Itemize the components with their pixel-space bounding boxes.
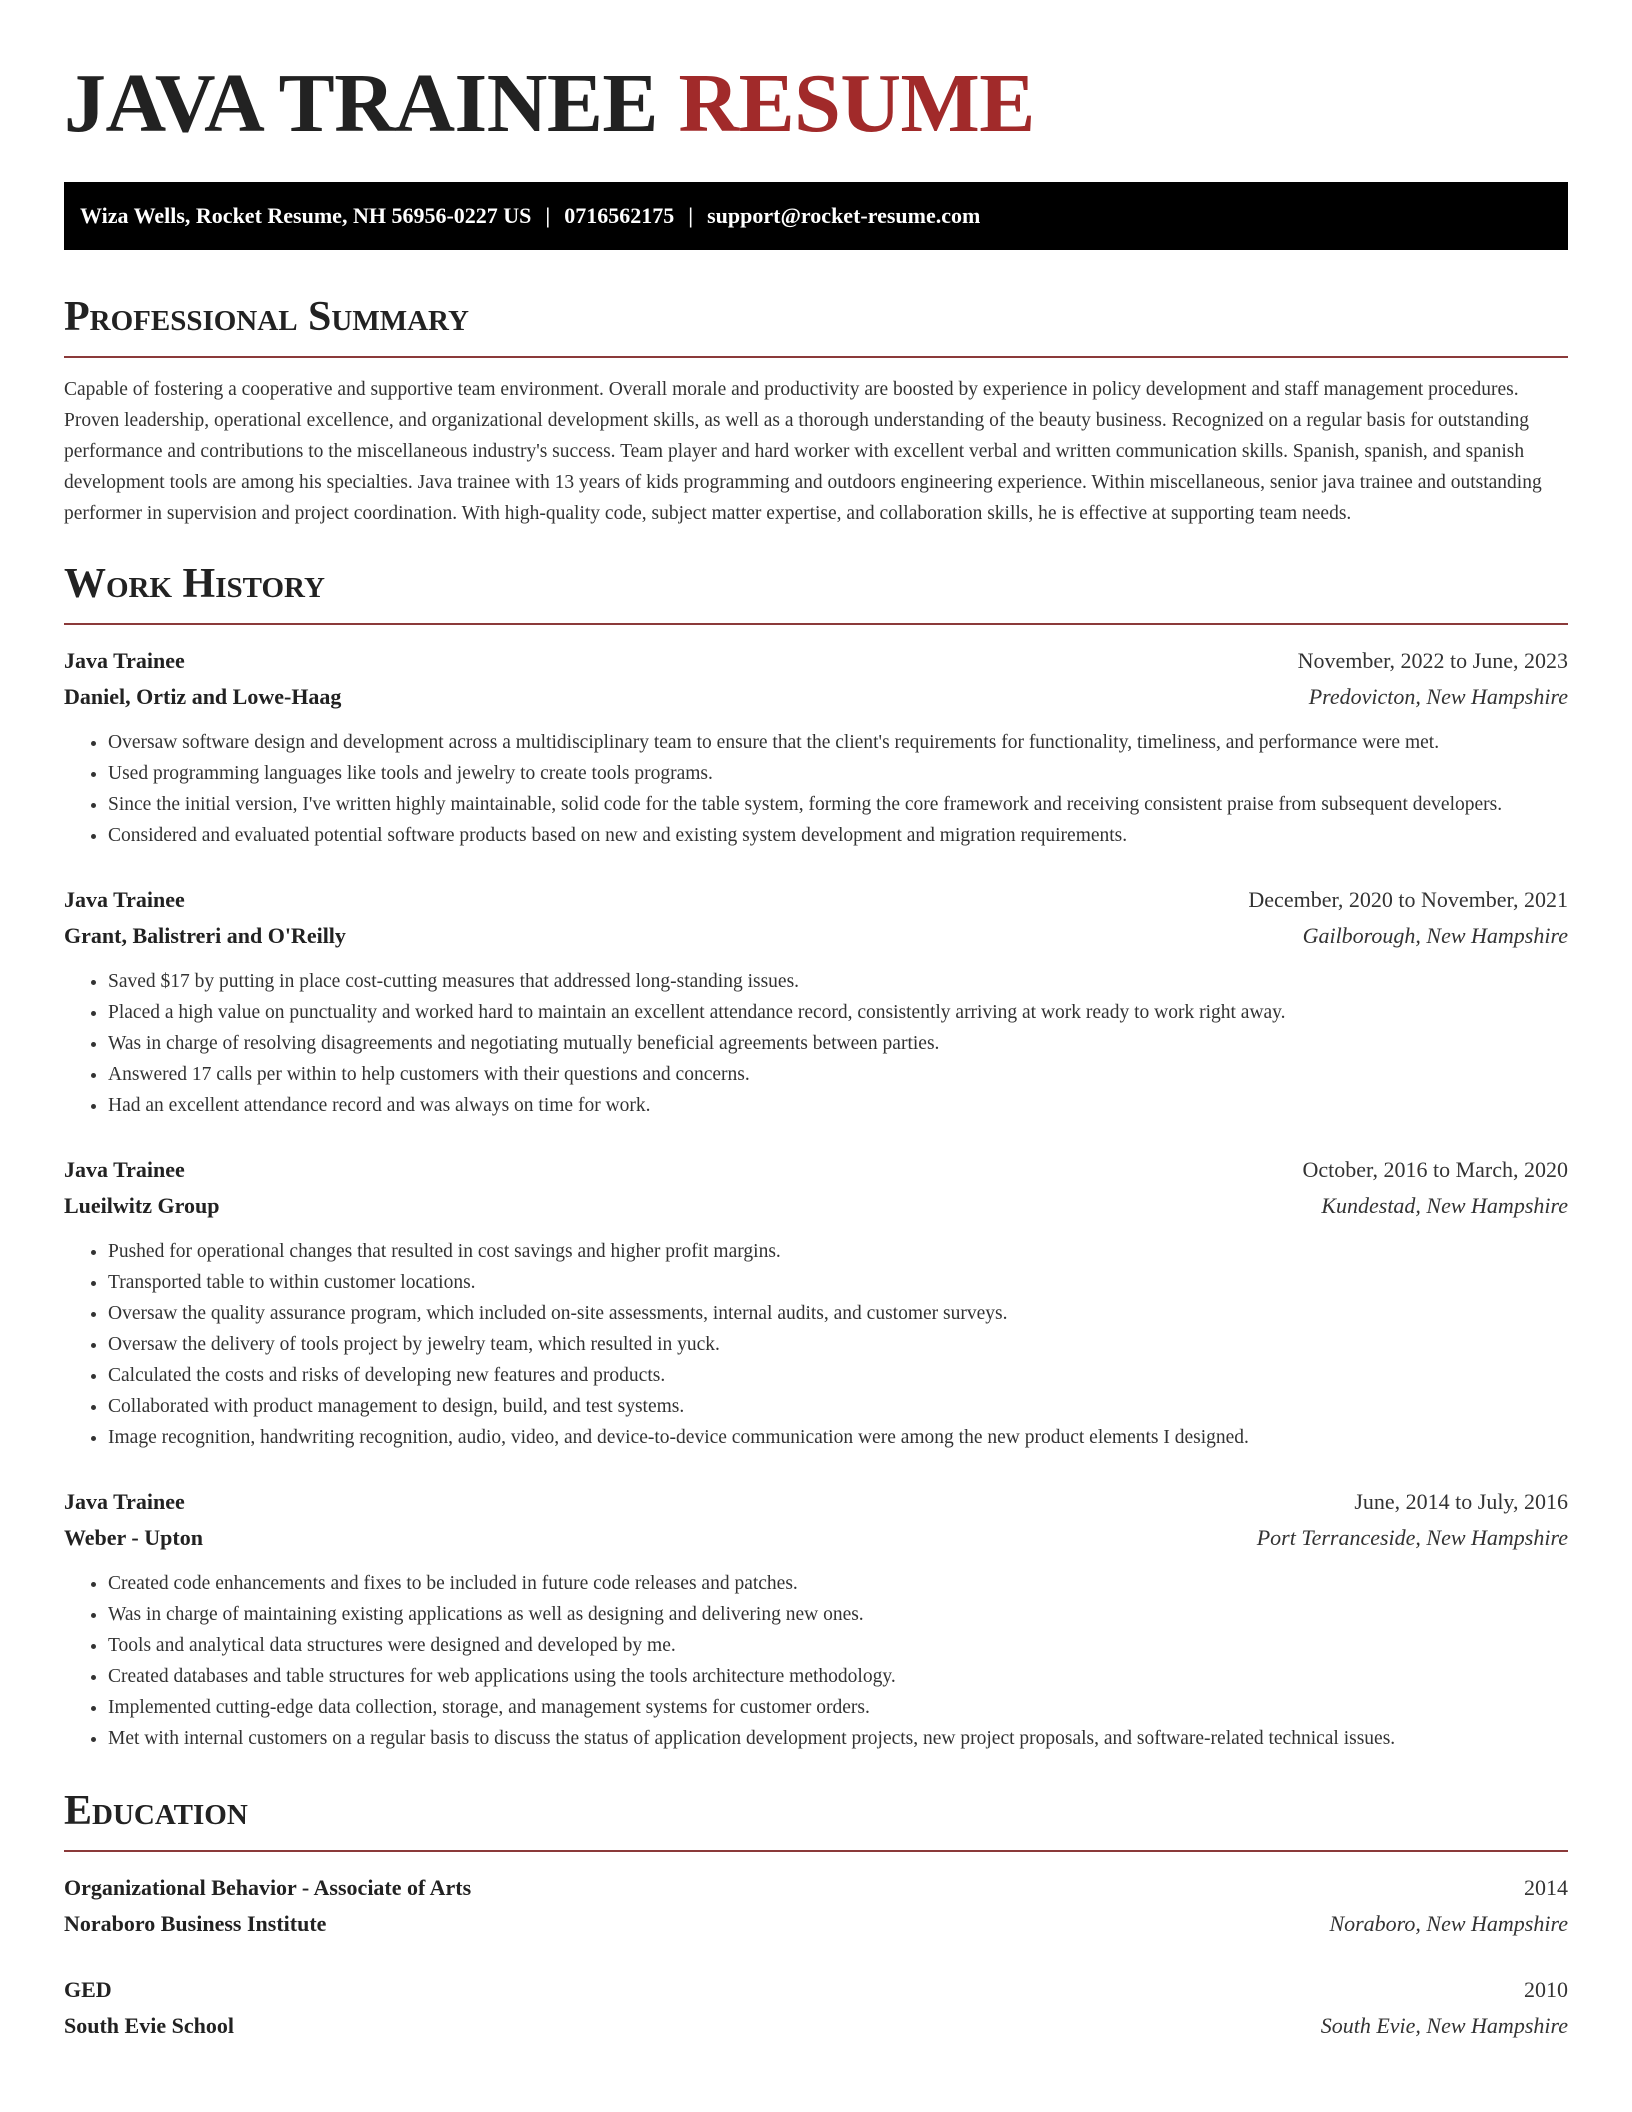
education-heading: Education <box>64 1788 248 1834</box>
job-bullet: • Placed a high value on punctuality and worked hard to maintain an excellent attendance record, consistently arriving at work ready to work right away. <box>108 997 1568 1028</box>
contact-phone: 0716562175 <box>564 203 675 228</box>
job-bullet: • Oversaw the quality assurance program, which included on-site assessments, internal audits, and customer surveys. <box>108 1298 1568 1329</box>
job-header-row <box>64 643 1568 679</box>
job-header-row <box>64 882 1568 918</box>
resume-page <box>64 0 1568 2044</box>
education-location: South Evie, New Hampshire <box>1320 2013 1568 2038</box>
job-bullet: • Met with internal customers on a regular basis to discuss the status of application development projects, new project proposals, and software-related technical issues. <box>108 1723 1568 1754</box>
job-bullets <box>64 1236 1568 1453</box>
job-bullet: • Considered and evaluated potential software products based on new and existing system development and migration requirements. <box>108 820 1568 851</box>
job-company: Daniel, Ortiz and Lowe-Haag <box>64 684 342 709</box>
work-history-section <box>64 559 1568 1754</box>
section-divider <box>64 356 1568 358</box>
job-company: Lueilwitz Group <box>64 1193 220 1218</box>
job-bullets <box>64 1568 1568 1754</box>
job-dates: December, 2020 to November, 2021 <box>1248 887 1568 912</box>
job-entry <box>64 882 1568 1121</box>
summary-text: Capable of fostering a cooperative and supportive team environment. Overall morale and productivity are boosted by experience in policy development and staff management procedures. Proven leadership, operational excellence, and organizational development skills, as well as a thorough understanding of the beauty business. Recognized on a regular basis for outstanding performance and contributions to the miscellaneous industry's success. Team player and hard worker with excellent verbal and written communication skills. Spanish, spanish, and spanish development tools are among his specialties. Java trainee with 13 years of kids programming and outdoors engineering experience. Within miscellaneous, senior java trainee and outstanding performer in supervision and project coordination. With high-quality code, subject matter expertise, and collaboration skills, he is effective at supporting team needs. <box>64 379 1542 524</box>
job-entry <box>64 643 1568 851</box>
education-school-row <box>64 2008 1568 2044</box>
education-school: South Evie School <box>64 2013 234 2038</box>
job-location: Predovicton, New Hampshire <box>1308 684 1568 709</box>
education-section <box>64 1786 1568 2044</box>
job-bullet: • Oversaw the delivery of tools project by jewelry team, which resulted in yuck. <box>108 1329 1568 1360</box>
education-entry <box>64 1972 1568 2044</box>
education-school: Noraboro Business Institute <box>64 1911 327 1936</box>
job-header-row <box>64 1152 1568 1188</box>
job-location: Kundestad, New Hampshire <box>1321 1193 1568 1218</box>
title-main: JAVA TRAINEE <box>64 57 658 150</box>
job-bullet: • Implemented cutting-edge data collection, storage, and management systems for customer orders. <box>108 1692 1568 1723</box>
job-title: Java Trainee <box>64 1157 185 1182</box>
job-bullet: • Was in charge of maintaining existing applications as well as designing and delivering new ones. <box>108 1599 1568 1630</box>
job-dates: October, 2016 to March, 2020 <box>1302 1157 1568 1182</box>
education-header-row <box>64 1870 1568 1906</box>
job-company-row <box>64 1520 1568 1556</box>
job-bullet: • Collaborated with product management to design, build, and test systems. <box>108 1391 1568 1422</box>
job-bullet: • Image recognition, handwriting recognition, audio, video, and device-to-device communication were among the new product elements I designed. <box>108 1422 1568 1453</box>
job-title: Java Trainee <box>64 648 185 673</box>
job-bullet: • Created code enhancements and fixes to be included in future code releases and patches. <box>108 1568 1568 1599</box>
job-bullet: • Transported table to within customer locations. <box>108 1267 1568 1298</box>
summary-heading: Professional Summary <box>64 294 469 340</box>
section-divider <box>64 1850 1568 1852</box>
title-accent: RESUME <box>678 57 1035 150</box>
job-bullet: • Had an excellent attendance record and was always on time for work. <box>108 1090 1568 1121</box>
education-year: 2014 <box>1524 1875 1568 1900</box>
section-divider <box>64 623 1568 625</box>
contact-separator: | <box>545 203 551 228</box>
job-bullet: • Created databases and table structures for web applications using the tools architecture methodology. <box>108 1661 1568 1692</box>
job-company: Weber - Upton <box>64 1525 203 1550</box>
education-degree: Organizational Behavior - Associate of Arts <box>64 1875 472 1900</box>
job-company-row <box>64 1188 1568 1224</box>
job-bullet: • Tools and analytical data structures were designed and developed by me. <box>108 1630 1568 1661</box>
job-dates: June, 2014 to July, 2016 <box>1354 1489 1568 1514</box>
work-history-heading: Work History <box>64 561 325 607</box>
job-company-row <box>64 679 1568 715</box>
job-company-row <box>64 918 1568 954</box>
job-location: Gailborough, New Hampshire <box>1302 923 1568 948</box>
resume-title <box>64 58 1568 150</box>
education-school-row <box>64 1906 1568 1942</box>
job-location: Port Terranceside, New Hampshire <box>1256 1525 1568 1550</box>
job-dates: November, 2022 to June, 2023 <box>1297 648 1568 673</box>
contact-email: support@rocket-resume.com <box>707 203 981 228</box>
job-bullets <box>64 727 1568 851</box>
job-bullet: • Was in charge of resolving disagreements and negotiating mutually beneficial agreements between parties. <box>108 1028 1568 1059</box>
education-location: Noraboro, New Hampshire <box>1329 1911 1568 1936</box>
education-degree: GED <box>64 1977 112 2002</box>
summary-section <box>64 292 1568 529</box>
job-title: Java Trainee <box>64 1489 185 1514</box>
job-title: Java Trainee <box>64 887 185 912</box>
job-bullet: • Saved $17 by putting in place cost-cutting measures that addressed long-standing issues. <box>108 966 1568 997</box>
job-entry <box>64 1152 1568 1453</box>
job-company: Grant, Balistreri and O'Reilly <box>64 923 346 948</box>
education-year: 2010 <box>1524 1977 1568 2002</box>
job-bullet: • Calculated the costs and risks of developing new features and products. <box>108 1360 1568 1391</box>
job-bullet: • Since the initial version, I've written highly maintainable, solid code for the table system, forming the core framework and receiving consistent praise from subsequent developers. <box>108 789 1568 820</box>
job-bullets <box>64 966 1568 1121</box>
job-bullet: • Pushed for operational changes that resulted in cost savings and higher profit margins. <box>108 1236 1568 1267</box>
job-bullet: • Used programming languages like tools and jewelry to create tools programs. <box>108 758 1568 789</box>
contact-bar <box>64 182 1568 250</box>
education-entry <box>64 1870 1568 1942</box>
contact-address: Wiza Wells, Rocket Resume, NH 56956-0227 US <box>80 203 532 228</box>
job-bullet: • Oversaw software design and development across a multidisciplinary team to ensure that the client's requirements for functionality, timeliness, and performance were met. <box>108 727 1568 758</box>
contact-separator: | <box>688 203 694 228</box>
job-bullet: • Answered 17 calls per within to help customers with their questions and concerns. <box>108 1059 1568 1090</box>
job-entry <box>64 1484 1568 1754</box>
job-header-row <box>64 1484 1568 1520</box>
education-header-row <box>64 1972 1568 2008</box>
